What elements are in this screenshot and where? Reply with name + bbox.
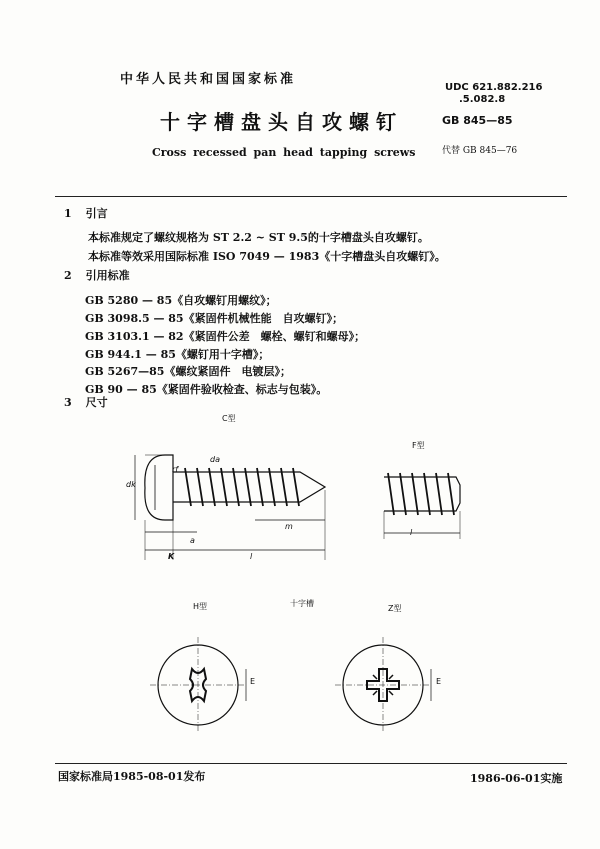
da-label: da (210, 455, 220, 464)
national-standard-heading: 中华人民共和国国家标准 (120, 72, 297, 87)
f-type-label: F型 (412, 441, 425, 450)
issued-date: 国家标准局1985-08-01发布 (58, 770, 206, 783)
section-number: 3 (64, 396, 72, 409)
udc-line2: .5.082.8 (459, 94, 506, 105)
z-type-label: Z型 (388, 604, 402, 613)
e-label-h: E (250, 677, 256, 686)
section-title: 引言 (85, 207, 108, 220)
implemented-date: 1986-06-01实施 (470, 772, 563, 785)
m-label: m (285, 522, 293, 531)
body-line: 本标准等效采用国际标准 ISO 7049 — 1983《十字槽盘头自攻螺钉》。 (88, 250, 446, 263)
section-title: 尺寸 (85, 396, 108, 409)
udc-line1: UDC 621.882.216 (445, 82, 543, 93)
cross-recess-label: 十字槽 (290, 599, 314, 608)
c-type-label: C型 (222, 414, 236, 423)
rf-label: rf (172, 465, 179, 474)
h-type-label: H型 (193, 602, 208, 611)
section-title: 引用标准 (85, 269, 130, 282)
footer-rule (55, 763, 567, 764)
reference-item: GB 90 — 85《紧固件验收检查、标志与包装》。 (85, 383, 328, 396)
k-label: K (168, 552, 175, 561)
reference-item: GB 3103.1 — 82《紧固件公差 螺栓、螺钉和螺母》； (85, 330, 366, 343)
replaces-standard: 代替 GB 845—76 (442, 146, 518, 156)
standard-number: GB 845—85 (442, 114, 513, 127)
reference-item: GB 3098.5 — 85《紧固件机械性能 自攻螺钉》； (85, 312, 344, 325)
reference-item: GB 5280 — 85《自攻螺钉用螺纹》； (85, 294, 277, 307)
c-type-screw-drawing (125, 420, 335, 580)
dk-label: dk (126, 480, 136, 489)
h-type-recess-drawing (150, 625, 260, 735)
section-number: 2 (64, 269, 72, 282)
z-type-recess-drawing (335, 625, 445, 735)
title-cn: 十字槽盘头自攻螺钉 (160, 110, 403, 134)
section-number: 1 (64, 207, 72, 220)
body-line: 本标准规定了螺纹规格为 ST 2.2 ~ ST 9.5的十字槽盘头自攻螺钉。 (88, 231, 429, 244)
reference-item: GB 944.1 — 85《螺钉用十字槽》； (85, 348, 270, 361)
f-type-screw-drawing (378, 465, 473, 545)
l-label: l (250, 552, 253, 561)
a-label: a (190, 536, 195, 545)
l-label-f: l (410, 528, 413, 537)
title-en: Cross recessed pan head tapping screws (152, 146, 416, 159)
header-rule (55, 196, 567, 197)
e-label-z: E (436, 677, 442, 686)
reference-item: GB 5267—85《螺纹紧固件 电镀层》； (85, 365, 291, 378)
